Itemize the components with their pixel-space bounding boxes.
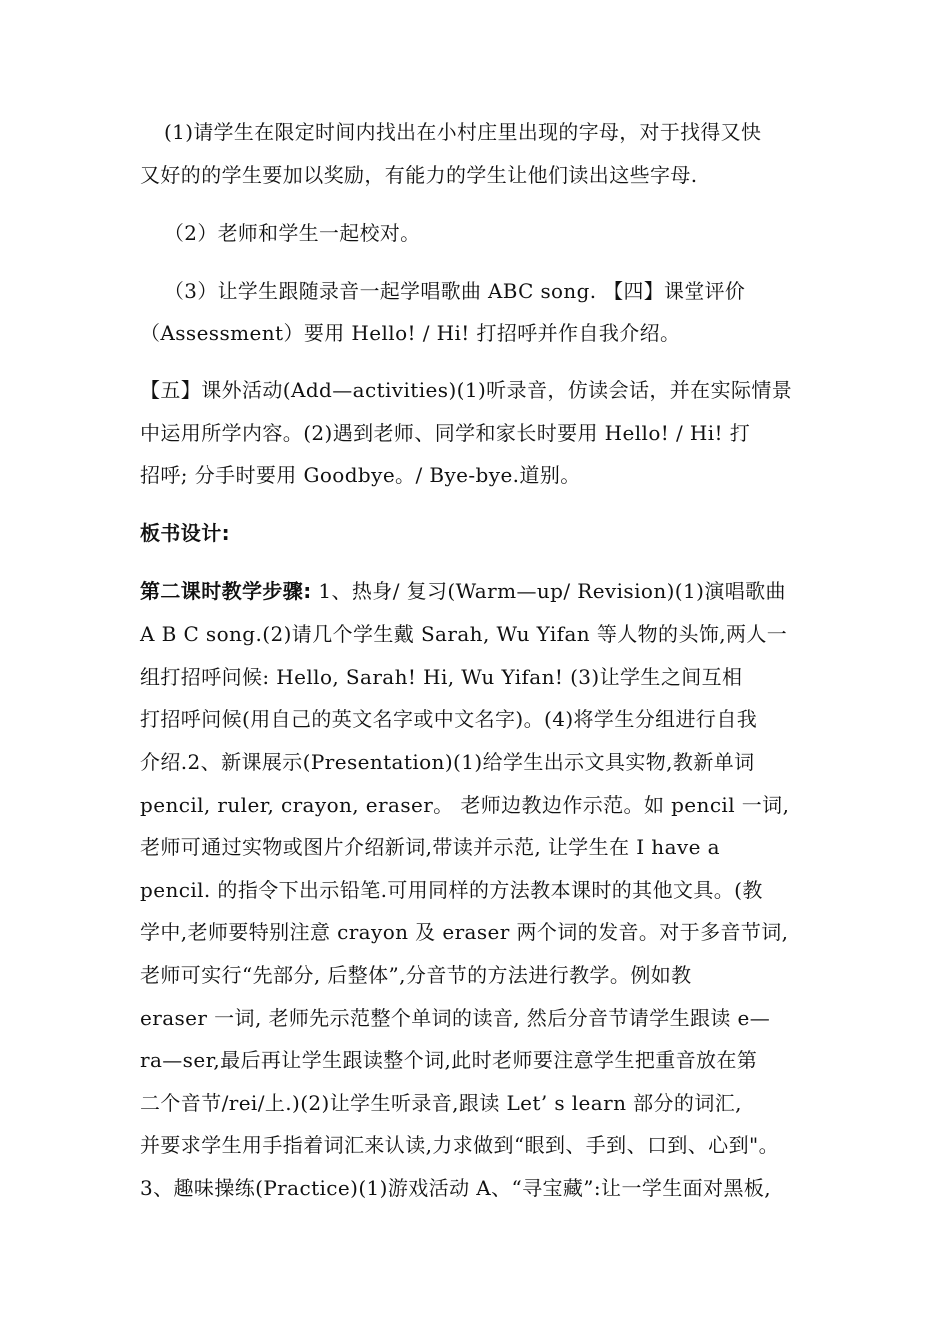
lesson2-line-5: 介绍.2、新课展示(Presentation)(1)给学生出示文具实物,教新单词 — [140, 750, 755, 774]
paragraph-1-line-1: (1)请学生在限定时间内找出在小村庄里出现的字母，对于找得又快 — [164, 120, 762, 144]
lesson2-line-4: 打招呼问候(用自己的英文名字或中文名字)。(4)将学生分组进行自我 — [140, 707, 758, 731]
paragraph-3-line-1: （3）让学生跟随录音一起学唱歌曲 ABC song. 【四】课堂评价 — [164, 279, 746, 303]
lesson2-line-12: ra—ser,最后再让学生跟读整个词,此时老师要注意学生把重音放在第 — [140, 1048, 758, 1072]
lesson2-line-14: 并要求学生用手指着词汇来认读,力求做到“眼到、手到、口到、心到"。 — [140, 1133, 779, 1157]
paragraph-4-line-1: 【五】课外活动(Add—activities)(1)听录音，仿读会话，并在实际情景 — [140, 378, 793, 402]
lesson2-line-13: 二个音节/rei/上.)(2)让学生听录音,跟读 Let’ s learn 部分的词汇, — [140, 1091, 742, 1115]
lesson2-line-7: 老师可通过实物或图片介绍新词,带读并示范, 让学生在 I have a — [140, 835, 720, 859]
lesson2-line-11: eraser 一词, 老师先示范整个单词的读音, 然后分音节请学生跟读 e— — [140, 1006, 771, 1030]
paragraph-1-line-2: 又好的的学生要加以奖励，有能力的学生让他们读出这些字母. — [140, 163, 698, 187]
lesson2-line-2: A B C song.(2)请几个学生戴 Sarah, Wu Yifan 等人物的头饰,两人一 — [140, 622, 788, 646]
paragraph-3-line-2: （Assessment）要用 Hello! / Hi! 打招呼并作自我介绍。 — [140, 321, 681, 345]
lesson2-line-9: 学中,老师要特别注意 crayon 及 eraser 两个词的发音。对于多音节词, — [140, 920, 789, 944]
lesson2-line-10: 老师可实行“先部分, 后整体”,分音节的方法进行教学。例如教 — [140, 963, 692, 987]
board-design-label: 板书设计: — [140, 521, 230, 545]
lesson2-line-8: pencil. 的指令下出示铅笔.可用同样的方法教本课时的其他文具。(教 — [140, 878, 763, 902]
paragraph-4-line-2: 中运用所学内容。(2)遇到老师、同学和家长时要用 Hello! / Hi! 打 — [140, 421, 751, 445]
lesson2-line-1 — [140, 577, 830, 605]
lesson2-line-1-text: 1、热身/ 复习(Warm—up/ Revision)(1)演唱歌曲 — [311, 579, 786, 603]
lesson2-line-3: 组打招呼问候: Hello, Sarah! Hi, Wu Yifan! (3)让学生之间互相 — [140, 665, 743, 689]
lesson2-line-15: 3、趣味操练(Practice)(1)游戏活动 A、“寻宝藏”:让一学生面对黑板, — [140, 1176, 772, 1200]
paragraph-4-line-3: 招呼; 分手时要用 Goodbye。/ Bye-bye.道别。 — [140, 463, 581, 487]
lesson2-line-6: pencil, ruler, crayon, eraser。 老师边教边作示范。如 pencil 一词, — [140, 793, 790, 817]
lesson2-heading: 第二课时教学步骤: — [140, 579, 312, 603]
paragraph-2-line-1: （2）老师和学生一起校对。 — [164, 221, 421, 245]
